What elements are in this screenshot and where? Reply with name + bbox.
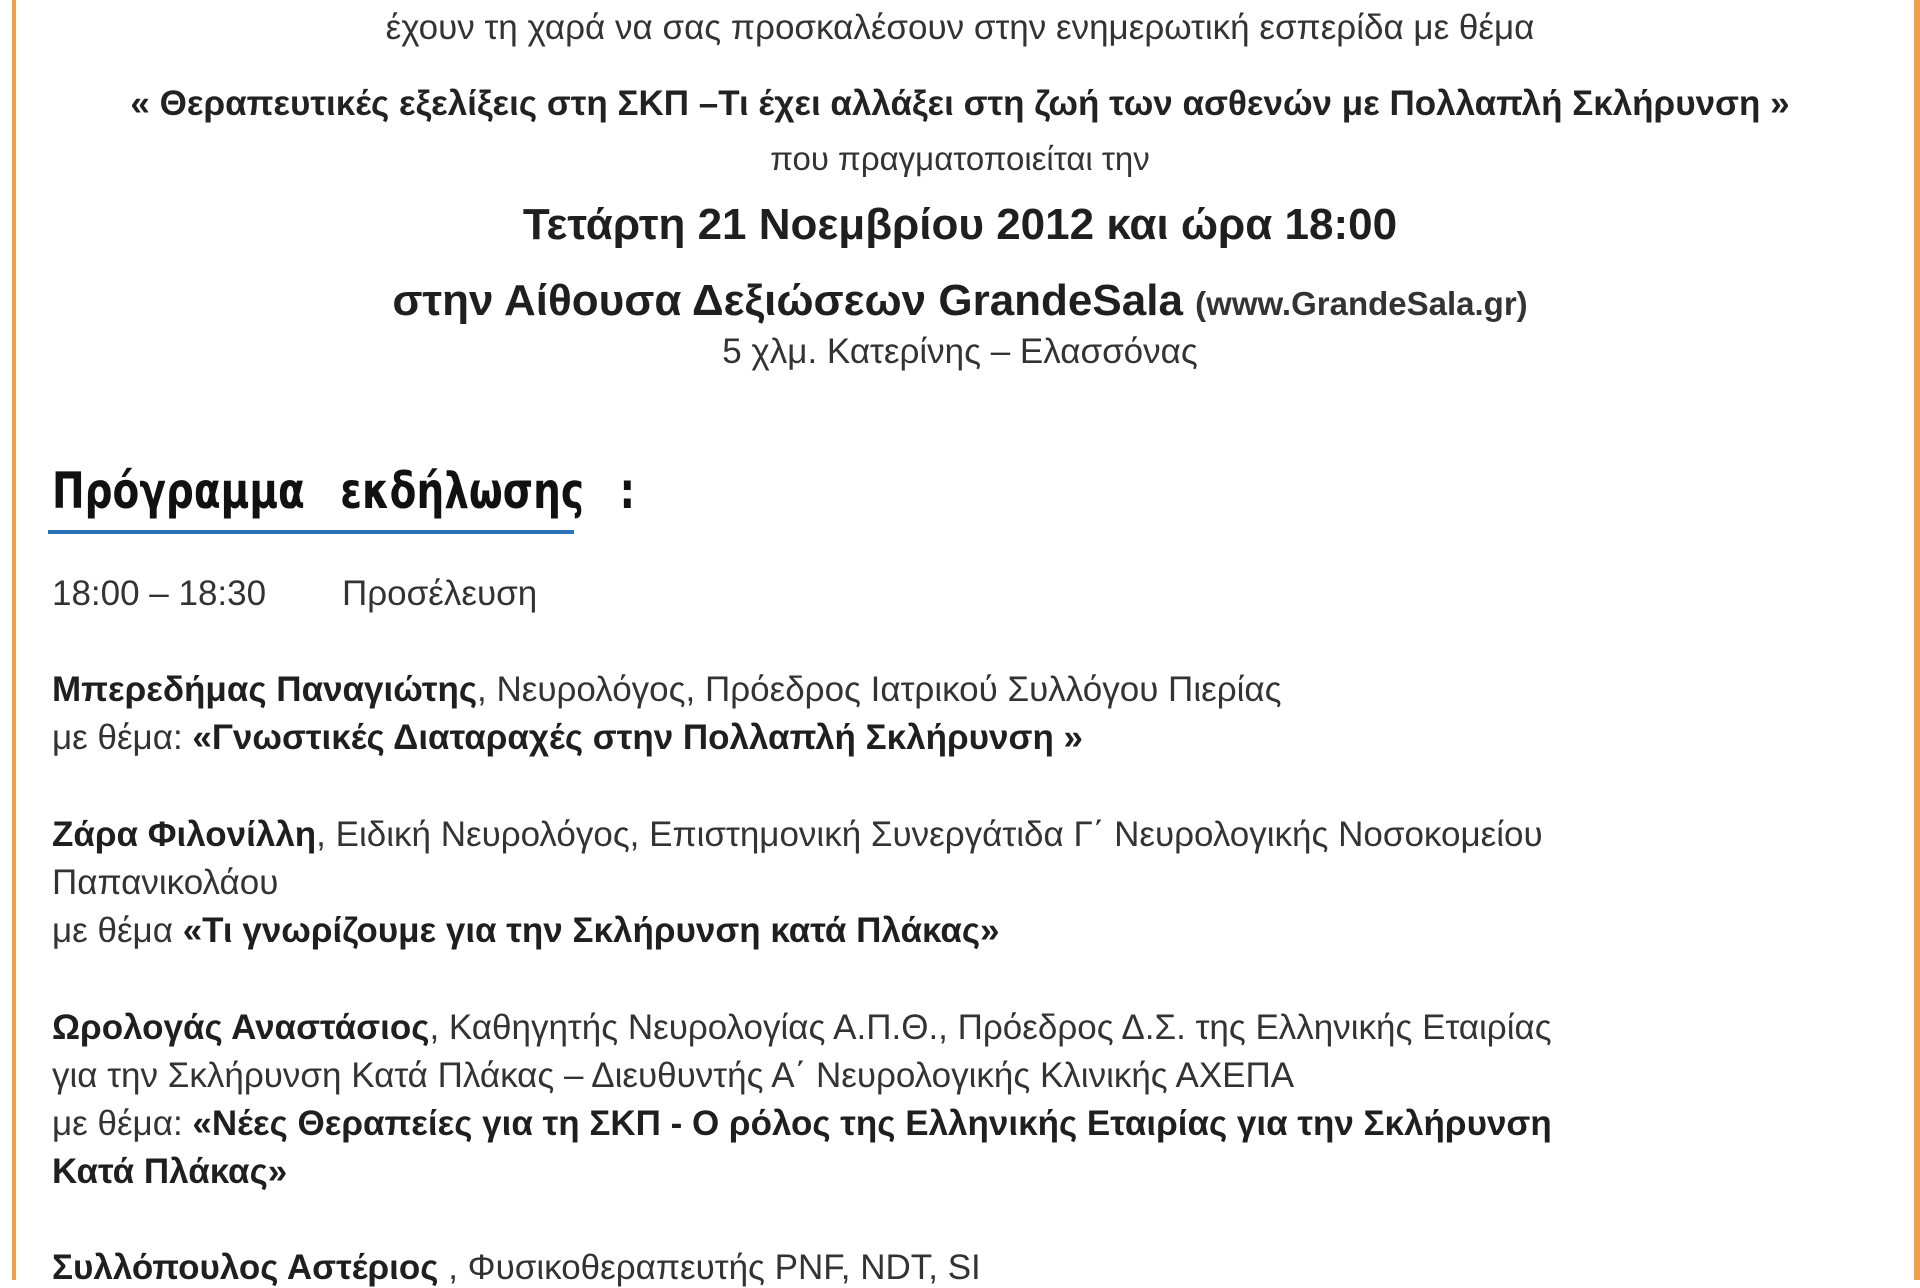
orange-border-left (12, 0, 16, 1280)
speaker-1-name: Μπερεδήμας Παναγιώτης (52, 670, 478, 709)
speaker-3-subject-cont-line (52, 1152, 287, 1192)
speaker-2-role: , Ειδική Νευρολόγος, Επιστημονική Συνεργάτιδα Γ΄ Νευρολογικής Νοσοκομείου (316, 815, 1543, 854)
event-date: Τετάρτη 21 Νοεμβρίου 2012 και ώρα 18:00 (522, 200, 1398, 249)
venue-name: στην Αίθουσα Δεξιώσεων GrandeSala (392, 276, 1183, 325)
speaker-2-subject-prefix: με θέμα (52, 911, 183, 950)
speaker-1-subject: «Γνωστικές Διαταραχές στην Πολλαπλή Σκλήρυνση » (192, 718, 1084, 757)
speaker-3-line (52, 1008, 1552, 1048)
speaker-1-subject-prefix: με θέμα: (52, 718, 193, 757)
program-title: Πρόγραμμα εκδήλωσης : (52, 462, 636, 520)
speaker-4-name: Συλλόπουλος Αστέριος (52, 1248, 439, 1287)
speaker-3-role-cont: για την Σκλήρυνση Κατά Πλάκας – Διευθυντής Α΄ Νευρολογικής Κλινικής ΑΧΕΠΑ (52, 1056, 1295, 1095)
speaker-4-line (52, 1248, 981, 1288)
speaker-3-subject-cont: Κατά Πλάκας» (52, 1152, 288, 1191)
speaker-1-role: , Νευρολόγος, Πρόεδρος Ιατρικού Συλλόγου Πιερίας (477, 670, 1282, 709)
speaker-3-subject-prefix: με θέμα: (52, 1104, 193, 1143)
speaker-2-subject: «Τι γνωρίζουμε για την Σκλήρυνση κατά Πλάκας» (182, 911, 1000, 950)
speaker-3-subject-line (52, 1104, 1552, 1144)
event-topic: « Θεραπευτικές εξελίξεις στη ΣΚΠ –Τι έχει αλλάξει στη ζωή των ασθενών με Πολλαπλή Σκλήρυνση » (130, 84, 1790, 123)
venue-website[interactable]: (www.GrandeSala.gr) (1195, 285, 1528, 322)
speaker-2-line (52, 815, 1543, 855)
takes-place-text: που πραγματοποιείται την (770, 140, 1150, 177)
speaker-2-name: Ζάρα Φιλονίλλη (52, 815, 317, 854)
arrival-time: 18:00 – 18:30 (52, 574, 267, 613)
invitation-intro: έχουν τη χαρά να σας προσκαλέσουν στην ενημερωτική εσπερίδα με θέμα (385, 8, 1535, 47)
program-title-underline (48, 530, 574, 534)
arrival-row (52, 574, 537, 614)
speaker-4-role: , Φυσικοθεραπευτής PNF, NDT, SI (438, 1248, 981, 1287)
event-address: 5 χλμ. Κατερίνης – Ελασσόνας (722, 332, 1198, 371)
arrival-label: Προσέλευση (342, 574, 538, 613)
event-venue (0, 276, 1920, 326)
speaker-1-subject-line (52, 718, 1083, 758)
speaker-2-role-cont: Παπανικολάου (52, 863, 279, 902)
orange-border-right (1914, 0, 1920, 1280)
speaker-3-name: Ωρολογάς Αναστάσιος (52, 1008, 430, 1047)
speaker-2-subject-line (52, 911, 1000, 951)
speaker-3-subject: «Νέες Θεραπείες για τη ΣΚΠ - Ο ρόλος της Ελληνικής Εταιρίας για την Σκλήρυνση (192, 1104, 1552, 1143)
speaker-3-role: , Καθηγητής Νευρολογίας Α.Π.Θ., Πρόεδρος Δ.Σ. της Ελληνικής Εταιρίας (429, 1008, 1552, 1047)
speaker-1-line (52, 670, 1282, 710)
